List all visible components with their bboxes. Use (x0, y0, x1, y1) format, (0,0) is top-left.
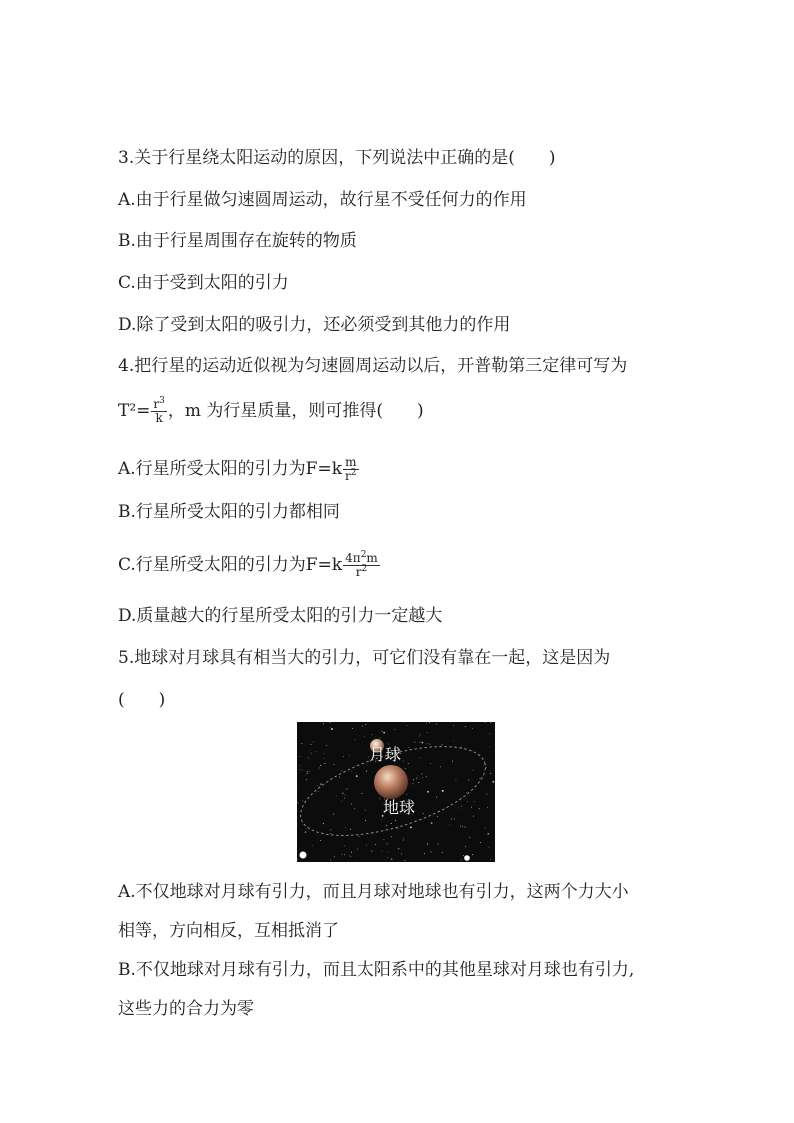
star (398, 848, 400, 850)
star (342, 792, 344, 794)
q4-option-a-fraction (343, 456, 358, 483)
star (306, 779, 307, 780)
star (388, 852, 389, 853)
star (326, 745, 327, 746)
star (299, 756, 300, 757)
star (462, 826, 463, 827)
star (391, 836, 392, 837)
star (431, 822, 433, 824)
star (413, 783, 414, 784)
q5-option-a-line1: A.不仅地球对月球有引力，而且月球对地球也有引力，这两个力大小 (118, 882, 629, 902)
star (465, 726, 466, 727)
star (449, 825, 450, 826)
star (458, 808, 459, 809)
star (404, 860, 405, 861)
star (391, 823, 392, 824)
star (453, 741, 454, 742)
star (330, 860, 331, 861)
star (397, 828, 398, 829)
star (442, 852, 443, 853)
star (341, 771, 342, 772)
star (423, 813, 424, 814)
star (366, 845, 367, 846)
star (319, 767, 320, 768)
q3-option-c: C.由于受到太阳的引力 (118, 273, 289, 293)
star (313, 742, 314, 743)
q4-stem: 4.把行星的运动近似视为匀速圆周运动以后，开普勒第三定律可写为 (118, 356, 628, 376)
star (382, 850, 383, 851)
q4-option-d: D.质量越大的行星所受太阳的引力一定越大 (118, 606, 443, 626)
q5-option-b-line1: B.不仅地球对月球有引力，而且太阳系中的其他星球对月球也有引力, (118, 960, 635, 980)
star (480, 842, 481, 843)
star (346, 789, 347, 790)
q5-option-a-line2: 相等，方向相反，互相抵消了 (118, 921, 339, 941)
star (381, 820, 382, 821)
star (361, 793, 362, 794)
star (489, 733, 490, 734)
star (461, 806, 462, 807)
q4-frac-den: k (155, 411, 163, 425)
star (334, 856, 335, 857)
q4-option-c-num-tail: m (366, 551, 378, 565)
star (300, 765, 301, 766)
star (351, 852, 352, 853)
star (451, 819, 452, 820)
star (468, 780, 469, 781)
star (351, 771, 352, 772)
earth-moon-illustration (297, 722, 495, 862)
star (427, 732, 428, 733)
star (436, 724, 437, 725)
star (406, 725, 407, 726)
star (333, 814, 334, 815)
star (330, 829, 331, 830)
q5-option-b-line2: 这些力的合力为零 (118, 999, 254, 1019)
star (386, 842, 387, 843)
moon-label: 月球 (369, 745, 402, 764)
star (344, 845, 345, 846)
star (490, 746, 491, 747)
q4-option-c-den-exp: 2 (361, 564, 368, 574)
star (403, 838, 404, 839)
star (298, 802, 299, 803)
star (394, 729, 395, 730)
star (372, 734, 373, 735)
star (351, 804, 352, 805)
q4-option-a-num: m (343, 456, 358, 470)
star (471, 807, 472, 808)
q4-option-b: B.行星所受太阳的引力都相同 (118, 502, 340, 522)
star (301, 770, 302, 771)
star (405, 768, 406, 769)
star (420, 734, 421, 735)
star (403, 840, 404, 841)
star (383, 732, 385, 734)
star (383, 839, 384, 840)
star (472, 728, 473, 729)
star (379, 797, 380, 798)
bright-star-left (300, 852, 307, 859)
star (416, 778, 417, 779)
star (427, 844, 428, 845)
star (345, 795, 346, 796)
star (409, 747, 410, 748)
star (331, 728, 333, 730)
star (452, 761, 453, 762)
star (421, 773, 422, 774)
star (305, 831, 307, 833)
star (356, 775, 358, 777)
star (380, 799, 381, 800)
star (391, 858, 393, 860)
star (419, 742, 420, 743)
star (354, 808, 355, 809)
star (430, 763, 431, 764)
q4-option-c-fraction (343, 552, 380, 579)
star (422, 777, 423, 778)
star (312, 845, 313, 846)
earth-label: 地球 (383, 798, 416, 817)
star (460, 826, 461, 827)
star (309, 771, 310, 772)
star (366, 771, 367, 772)
star (488, 847, 489, 848)
q4-option-c-den: r (355, 565, 362, 579)
star (302, 800, 303, 801)
star (343, 756, 344, 757)
star (472, 770, 473, 771)
star (436, 797, 437, 798)
star (382, 731, 383, 732)
star (349, 855, 350, 856)
star (487, 794, 488, 795)
star (380, 738, 381, 739)
q5-answer-blank: ( ) (118, 690, 166, 710)
star (467, 801, 468, 802)
q5-stem: 5.地球对月球具有相当大的引力，可它们没有靠在一起，这是因为 (118, 648, 611, 668)
q4-frac-num-exp: 3 (159, 396, 165, 406)
star (417, 775, 418, 776)
star (414, 742, 415, 743)
star (469, 837, 470, 838)
star (480, 778, 481, 779)
star (352, 728, 353, 729)
star (485, 827, 486, 828)
star (342, 854, 343, 855)
star (438, 844, 439, 845)
star (307, 773, 308, 774)
star (406, 794, 407, 795)
star (408, 763, 409, 764)
star (474, 801, 475, 802)
star (344, 854, 345, 855)
star (424, 853, 425, 854)
star (455, 779, 456, 780)
star (419, 735, 420, 736)
star (365, 820, 366, 821)
star (350, 856, 351, 857)
star (365, 810, 366, 811)
star (413, 779, 414, 780)
q3-stem: 3.关于行星绕太阳运动的原因，下列说法中正确的是( ) (118, 148, 556, 168)
star (465, 827, 466, 828)
star (297, 859, 298, 860)
star (347, 788, 348, 789)
star (386, 825, 387, 826)
q4-option-a-den: r (345, 469, 351, 483)
q4-option-c-text: C.行星所受太阳的引力为F=k (118, 555, 343, 575)
star (350, 829, 351, 830)
star (426, 776, 427, 777)
q4-option-a-text: A.行星所受太阳的引力为F=k (118, 459, 343, 479)
star (323, 823, 324, 824)
q4-frac-num: r (153, 397, 160, 411)
star (472, 854, 473, 855)
star (339, 777, 340, 778)
star (320, 783, 322, 785)
q4-option-c-num-exp: 2 (360, 550, 367, 560)
star (442, 790, 444, 792)
star (299, 769, 300, 770)
star (401, 854, 402, 855)
star (365, 724, 366, 725)
star (486, 767, 487, 768)
star (316, 751, 317, 752)
star (307, 771, 308, 772)
star (431, 852, 432, 853)
star (349, 755, 350, 756)
q3-option-a: A.由于行星做匀速圆周运动，故行星不受任何力的作用 (118, 190, 527, 210)
bright-star-right (464, 855, 470, 861)
q4-formula-tail: ，m 为行星质量，则可推得( ) (167, 401, 424, 421)
star (301, 743, 302, 744)
star (395, 820, 396, 821)
star (418, 782, 419, 783)
star (427, 791, 429, 793)
star (324, 763, 325, 764)
star (387, 857, 388, 858)
star (324, 758, 325, 759)
star (454, 818, 455, 819)
earth-moon-figure (297, 722, 495, 862)
q4-option-a (118, 456, 694, 483)
star (421, 742, 423, 744)
q4-option-c (118, 552, 694, 579)
star (466, 792, 467, 793)
star (320, 840, 321, 841)
star (461, 859, 462, 860)
star (330, 727, 331, 728)
star (403, 761, 404, 762)
star (430, 744, 431, 745)
star (410, 826, 412, 828)
star (355, 739, 356, 740)
star (322, 824, 323, 825)
star (323, 753, 324, 754)
star (311, 753, 312, 754)
star (357, 849, 358, 850)
star (364, 736, 365, 737)
star (336, 795, 337, 796)
star (308, 757, 309, 758)
q4-option-c-num: 4π (345, 551, 361, 565)
star (318, 791, 319, 792)
star (440, 766, 441, 767)
star (487, 807, 488, 808)
star (420, 757, 421, 758)
star (341, 801, 342, 802)
star (487, 833, 489, 835)
star (323, 723, 324, 724)
star (461, 747, 462, 748)
star (465, 846, 466, 847)
star (333, 764, 334, 765)
star (311, 744, 312, 745)
star (362, 725, 363, 726)
star (492, 781, 494, 783)
star (320, 765, 321, 766)
star (427, 743, 428, 744)
q4-fraction (151, 398, 166, 425)
earth-sphere (374, 765, 408, 799)
star (375, 844, 376, 845)
star (453, 725, 454, 726)
star (463, 855, 464, 856)
q4-formula-lead: T²= (118, 401, 151, 421)
star (358, 836, 359, 837)
star (387, 844, 388, 845)
q3-option-b: B.由于行星周围存在旋转的物质 (118, 231, 357, 251)
star (490, 773, 491, 774)
star (426, 723, 427, 724)
q4-option-a-den-exp: 2 (350, 468, 357, 478)
q4-formula-line (118, 398, 694, 425)
star (437, 816, 438, 817)
star (345, 827, 346, 828)
star (330, 833, 331, 834)
star (442, 744, 443, 745)
star (490, 859, 491, 860)
star (473, 816, 474, 817)
star (344, 798, 345, 799)
star (371, 851, 372, 852)
star (490, 722, 491, 723)
q3-option-d: D.除了受到太阳的吸引力，还必须受到其他力的作用 (118, 315, 511, 335)
star (479, 808, 480, 809)
star (317, 785, 318, 786)
